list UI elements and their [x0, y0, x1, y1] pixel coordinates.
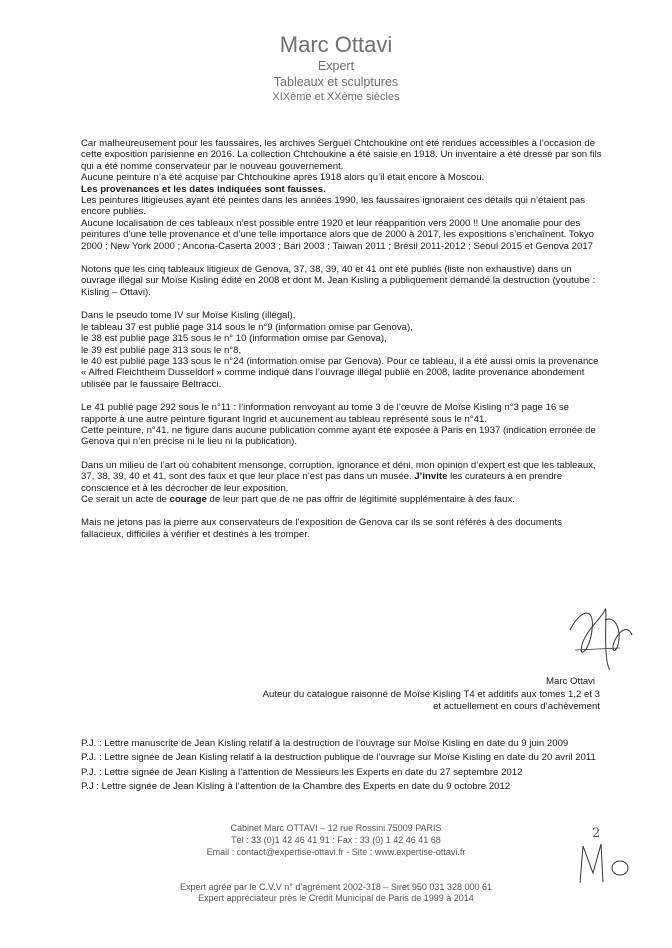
footer-contact	[0, 822, 672, 858]
paragraph: Aucune peinture n’a été acquise par Chtchoukine après 1918 alors qu’il était encore à Moscou.	[81, 172, 485, 184]
footer-accreditation	[0, 882, 672, 904]
text-run: de leur part que de ne pas offrir de légitimité supplémentaire à des faux.	[206, 493, 515, 505]
paragraph: Mais ne jetons pas la pierre aux conservateurs de l’exposition de Genova car ils se sont référés à des documents fallacieux, difficiles à vérifier et destinés à les tromper.	[81, 517, 563, 540]
footer-address: Cabinet Marc OTTAVI – 12 rue Rossini 75009 PARIS	[230, 823, 442, 833]
footer-email-site: Email : contact@expertise-ottavi.fr - Site : www.expertise-ottavi.fr	[206, 847, 466, 857]
signatory-name: Marc Ottavi	[546, 676, 596, 687]
paragraph	[81, 494, 603, 505]
list-item: le 38 est publié page 315 sous le n° 10 (information omise par Genova),	[81, 333, 387, 345]
letter-body	[81, 138, 603, 540]
attachment-item: P.J. : Lettre signée de Jean Kisling relatif à la destruction publique de l’ouvrage sur Moïse Kisling en date du 20 avril 2011	[81, 752, 596, 764]
page-number: 2	[592, 826, 601, 841]
letterhead-specialty: Tableaux et sculptures	[273, 75, 399, 89]
letterhead-name: Marc Ottavi	[279, 32, 393, 57]
credentials-line: Auteur du catalogue raisonné de Moïse Kisling T4 et additifs aux tomes 1,2 et 3	[262, 689, 600, 700]
paragraph: Aucune localisation de ces tableaux n’est possible entre 1920 et leur réapparition vers 2000 !! Une anomalie pour des peintures d’une telle provenance et d’une telle importance alors que de 2000 à 2017, les expositions s’enchaînent. Tokyo 2000 ; New York 2000 ; Ancona-Caserta 2003 ; Bari 2003 ; Taiwan 2011 ; Brésil 2011-2012 ; Séoul 2015 et Genova 2017	[81, 217, 594, 252]
footer-agreement: Expert agrée par le C.V.V n° d’agrément 2002-318 – Siret 950 031 328 000 61	[180, 882, 492, 892]
list-item: le 39 est publié page 313 sous le n°8,	[81, 344, 242, 356]
attachment-item: P.J : Lettre signée de Jean Kisling à l’attention de la Chambre des Experts en date du 9 octobre 2012	[81, 781, 511, 793]
handwritten-signature	[560, 590, 640, 685]
paragraph: Les peintures litigieuses ayant été peintes dans les années 1990, les faussaires ignoraient ces détails qui n’étaient pas encore publiés.	[81, 195, 585, 218]
paragraph: Notons que les cinq tableaux litigieux de Genova, 37, 38, 39, 40 et 41 ont été publiés (liste non exhaustive) dans un ouvrage illégal sur Moïse Kisling édité en 2008 et dont M. Jean Kisling a publiquement demandé la destruction (youtube : Kisling – Ottavi).	[81, 264, 596, 298]
paragraph	[81, 460, 603, 494]
text-run: Ce serait un acte de	[81, 493, 170, 505]
letterhead-title: Expert	[317, 59, 355, 73]
text-run-bold: courage	[169, 493, 207, 505]
footer-credit: Expert appréciateur près le Crédit Municipal de Paris de 1999 à 2014	[198, 893, 474, 903]
text-run: les curateurs à en prendre conscience et à les décrocher de leur exposition.	[81, 471, 563, 494]
paragraph-bold: Les provenances et les dates indiquées sont fausses.	[81, 183, 326, 195]
text-run: Dans un milieu de l’art où cohabitent mensonge, corruption, ignorance et déni, mon opinion d’expert est que les tableaux, 37, 38, 39, 40 et 41, sont des faux et que leur place n’est pas dans un musée.	[81, 459, 596, 483]
handwritten-initials	[575, 838, 635, 886]
attachment-item: P.J. : Lettre manuscrite de Jean Kisling relatif à la destruction de l’ouvrage sur Moïse Kisling en date du 9 juin 2009	[81, 738, 569, 749]
list-item: le 40 est publié page 133 sous le n°24 (information omise par Genova). Pour ce tableau, il a été aussi omis la provenance « Alfred Fleichtheim Dusseldorf » comme indiqué dans l’ouvrage illégal publié en 2008, ladite provenance abondement utilisée par le faussaire Beltracci.	[81, 355, 599, 390]
paragraph: Car malheureusement pour les faussaires, les archives Sergueï Chtchoukine ont été rendues accessibles à l’occasion de cette exposition parisienne en 2016. La collection Chtchoukine a été saisie en 1918. Un inventaire a été dressé par son fils qui a été nommé conservateur par le nouveau gouvernement.	[81, 138, 602, 172]
paragraph: Le 41 publié page 292 sous le n°11 : l’information renvoyant au tome 3 de l’œuvre de Moïse Kisling n°3 page 16 se rapporte à une autre peinture figurant Ingrid et aucunement au tableau représenté sous le n°41.	[81, 402, 570, 425]
footer-phone: Tél : 33 (0)1 42 46 41 91 : Fax : 33 (0) 1 42 46 41 68	[231, 835, 441, 845]
letterhead	[0, 32, 672, 104]
text-run-bold: J’invite	[414, 471, 448, 483]
credentials-line: et actuellement en cours d’achèvement	[433, 701, 600, 712]
paragraph: Cette peinture, n°41, ne figure dans aucune publication comme ayant été exposée à Paris en 1937 (indication erronée de Genova qui n’en précise ni le lieu ni la publication).	[81, 424, 596, 448]
attachments-list	[81, 738, 601, 796]
list-item: le tableau 37 est publié page 314 sous le n°9 (information omise par Genova),	[81, 321, 413, 333]
attachment-item: P.J. : Lettre signée de Jean Kisling à l’attention de Messieurs les Experts en date du 27 septembre 2012	[81, 766, 523, 778]
letterhead-period: XIXème et XXème siècles	[272, 91, 400, 103]
paragraph: Dans le pseudo tome IV sur Moïse Kisling (illégal),	[81, 310, 296, 322]
signatory-credentials	[240, 689, 600, 713]
